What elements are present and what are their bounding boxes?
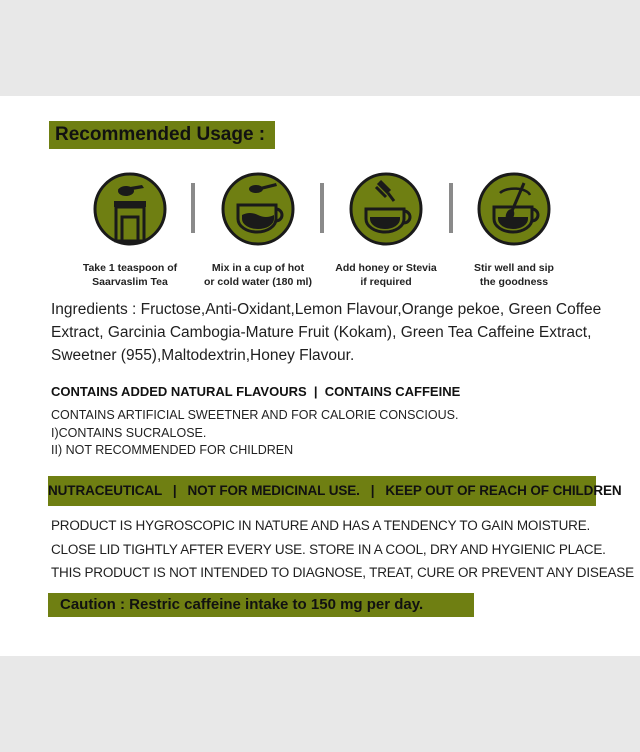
step-4 [454,171,574,289]
step-1-line1: Take 1 teaspoon of [82,262,178,274]
caution-box: Caution : Restric caffeine intake to 150 mg per day. [48,593,474,617]
warnings [51,407,458,460]
nutraceutical-bar: NUTRACEUTICAL | NOT FOR MEDICINAL USE. | KEEP OUT OF REACH OF CHILDREN [48,476,596,506]
step-divider [449,183,453,233]
step-divider [191,183,195,233]
ingredients-line: Ingredients : Fructose,Anti-Oxidant,Lemon Flavour,Orange pekoe, Green Coffee [51,301,602,318]
step-4-line2: the goodness [479,276,549,288]
step-1 [70,171,190,289]
honey-dipper-icon [348,171,424,247]
warning-line: II) NOT RECOMMENDED FOR CHILDREN [51,443,294,457]
step-2-line2: or cold water (180 ml) [204,276,312,288]
step-3-line2: if required [360,276,412,288]
step-1-line2: Saarvaslim Tea [92,276,168,288]
step-4-line1: Stir well and sip [474,262,554,274]
product-note-line: CLOSE LID TIGHTLY AFTER EVERY USE. STORE IN A COOL, DRY AND HYGIENIC PLACE. [51,541,606,557]
ingredients-line: Sweetner (955),Maltodextrin,Honey Flavour. [51,347,355,364]
teaspoon-jar-icon [92,171,168,247]
stir-spoon-icon [476,171,552,247]
recommended-usage-heading: Recommended Usage : [49,121,275,149]
contains-line: CONTAINS ADDED NATURAL FLAVOURS | CONTAINS CAFFEINE [51,384,461,399]
step-2 [198,171,318,289]
warning-line: CONTAINS ARTIFICIAL SWEETNER AND FOR CALORIE CONSCIOUS. [51,408,459,422]
step-3 [326,171,446,289]
ingredients-line: Extract, Garcinia Cambogia-Mature Fruit (Kokam), Green Tea Caffeine Extract, [51,324,592,341]
step-3-line1: Add honey or Stevia [335,262,437,274]
product-notes [51,514,634,585]
warning-line: I)CONTAINS SUCRALOSE. [51,425,207,440]
label-card [0,96,640,656]
usage-steps [70,171,600,291]
ingredients-text [51,298,621,367]
step-divider [320,183,324,233]
cup-water-icon [220,171,296,247]
step-2-line1: Mix in a cup of hot [211,262,305,274]
product-note-line: THIS PRODUCT IS NOT INTENDED TO DIAGNOSE, TREAT, CURE OR PREVENT ANY DISEASE [51,565,634,580]
product-note-line: PRODUCT IS HYGROSCOPIC IN NATURE AND HAS A TENDENCY TO GAIN MOISTURE. [51,518,591,533]
